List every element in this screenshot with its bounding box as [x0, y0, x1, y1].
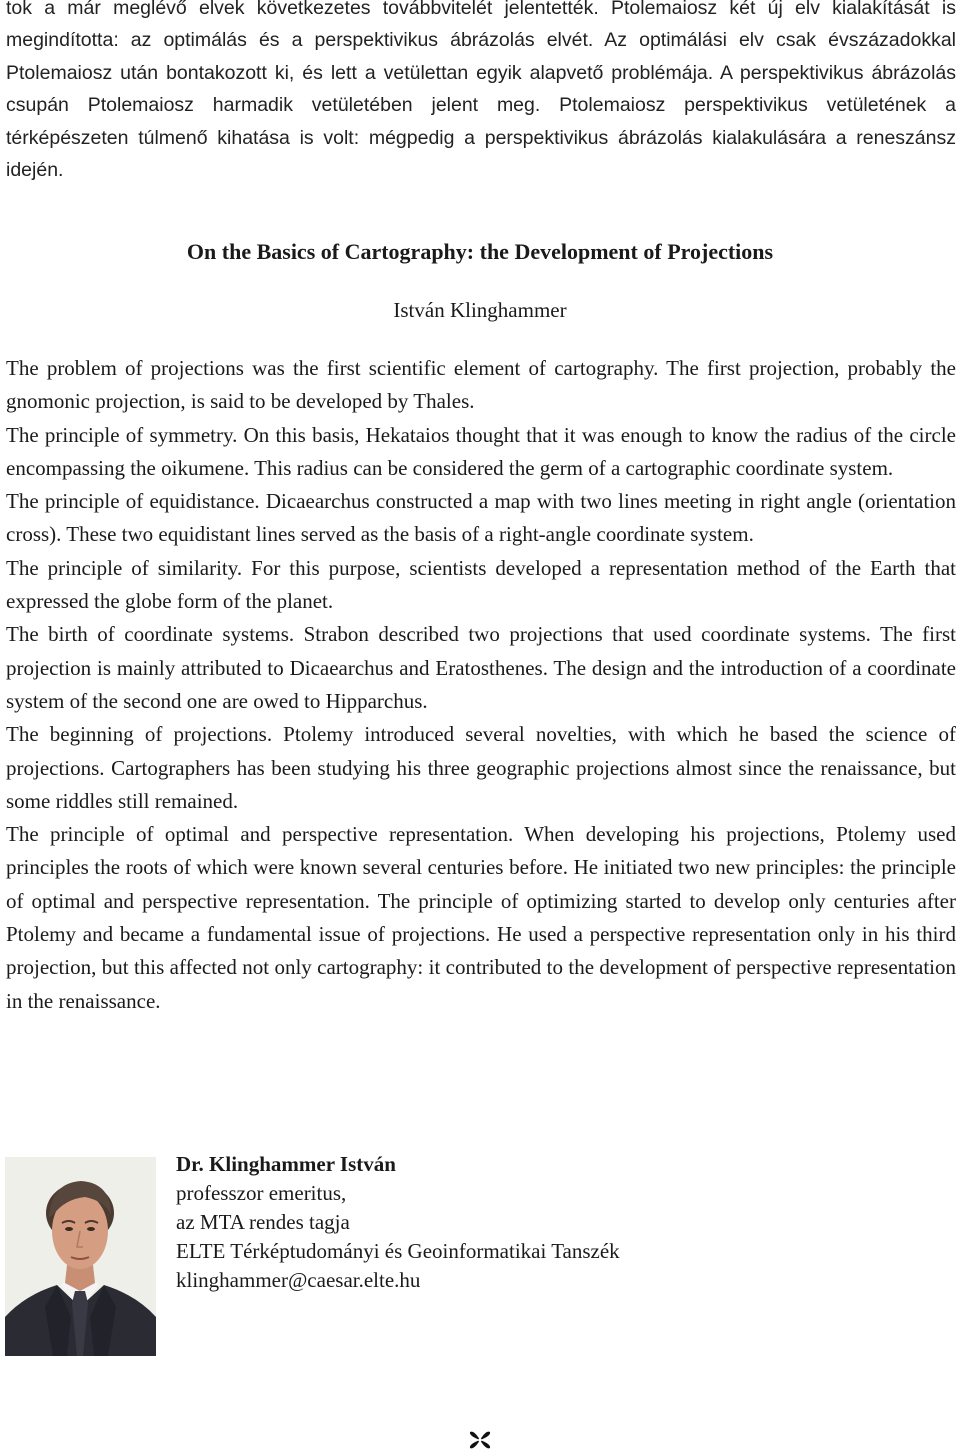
abstract-paragraph: The birth of coordinate systems. Strabon described two projections that used coordinate systems. The first projection is mainly attributed to Dicaearchus and Eratosthenes. The design and the introduction of a coordinate system of the second one are owed to Hipparchus.: [6, 622, 956, 713]
abstract-paragraph: The beginning of projections. Ptolemy introduced several novelties, with which he based the science of projections. Cartographers has been studying his three geographic projections almost since the renaissance, but some riddles still remained.: [6, 722, 956, 813]
article-author: István Klinghammer: [393, 298, 567, 322]
hungarian-paragraph: tok a már meglévő elvek következetes továbbvitelét jelentették. Ptolemaiosz két új elv kialakítását is megindította: az optimálás és a perspektivikus ábrázolás elvét. Az optimálási elv csak évszázadokkal Ptolemaiosz után bontakozott ki, és lett a vetülettan egyik alapvető problémája. A perspektivikus ábrázolás csupán Ptolemaiosz harmadik vetületében jelent meg. Ptolemaiosz perspektivikus vetületének a térképészeten túlmenő kihatása is volt: mégpedig a perspektivikus ábrázolás kialakulására a reneszánsz idején.: [6, 0, 956, 182]
abstract-body: [6, 352, 956, 1018]
decorative-ornament-icon: [468, 1428, 492, 1452]
bio-membership: az MTA rendes tagja: [176, 1210, 350, 1234]
bio-name: Dr. Klinghammer István: [176, 1152, 396, 1176]
abstract-paragraph: The principle of similarity. For this purpose, scientists developed a representation method of the Earth that expressed the globe form of the planet.: [6, 555, 956, 614]
author-bio: [176, 1150, 876, 1295]
abstract-paragraph: The principle of equidistance. Dicaearchus constructed a map with two lines meeting in right angle (orientation cross). These two equidistant lines served as the basis of a right-angle coordinate system.: [6, 489, 956, 547]
abstract-paragraph: The principle of symmetry. On this basis, Hekataios thought that it was enough to know the radius of the circle encompassing the oikumene. This radius can be considered the germ of a cartographic coordinate system.: [6, 422, 956, 480]
bio-email[interactable]: klinghammer@caesar.elte.hu: [176, 1268, 421, 1292]
bio-department: ELTE Térképtudományi és Geoinformatikai Tanszék: [176, 1239, 620, 1263]
abstract-paragraph: The principle of optimal and perspective representation. When developing his projections, Ptolemy used principles the roots of which were known several centuries before. He initiated two new principles: the principle of optimal and perspective representation. The principle of optimizing started to develop only centuries after Ptolemy and became a fundamental issue of projections. He used a perspective representation only in his third projection, but this affected not only cartography: it contributed to the development of perspective representation in the renaissance.: [6, 822, 956, 1013]
author-portrait-photo: [5, 1157, 156, 1356]
portrait-illustration: [5, 1157, 156, 1356]
abstract-paragraph: The problem of projections was the first scientific element of cartography. The first projection, probably the gnomonic projection, is said to be developed by Thales.: [6, 356, 956, 414]
bio-position: professzor emeritus,: [176, 1181, 347, 1205]
article-title: On the Basics of Cartography: the Development of Projections: [186, 239, 774, 264]
